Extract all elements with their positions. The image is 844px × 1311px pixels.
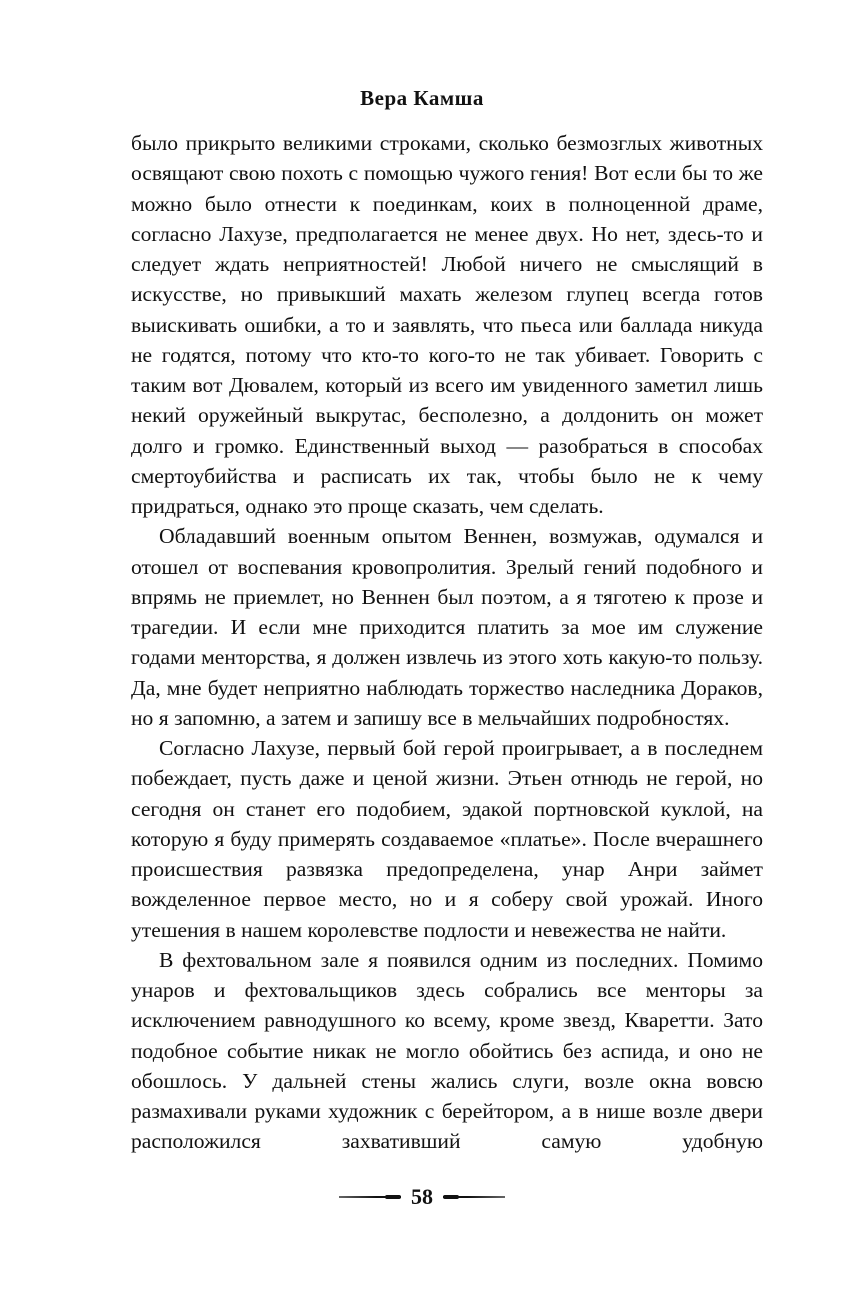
page-footer <box>0 1184 844 1210</box>
running-head-author: Вера Камша <box>360 86 484 110</box>
right-ornament-rule <box>443 1196 505 1198</box>
paragraph-3: Согласно Лахузе, первый бой герой проигрывает, а в последнем побеждает, пусть даже и ценой жизни. Этьен отнюдь не герой, но сегодня он станет его подобием, эдакой портновской куклой, на которую я буду примерять создаваемое «платье». После вчерашнего происшествия развязка предопределена, унар Анри займет вожделенное первое место, но и я соберу свой урожай. Иного утешения в нашем королевстве подлости и невежества не найти. <box>131 736 763 942</box>
body-text <box>131 128 763 1157</box>
paragraph-2: Обладавший военным опытом Веннен, возмужав, одумался и отошел от воспевания кровопролития. Зрелый гений подобного и впрямь не приемлет, но Веннен был поэтом, а я тяготею к прозе и трагедии. И если мне приходится платить за мое им служение годами менторства, я должен извлечь из этого хоть какую-то пользу. Да, мне будет неприятно наблюдать торжество наследника Дораков, но я запомню, а затем и запишу все в мельчайших подробностях. <box>131 524 763 730</box>
paragraph-4: В фехтовальном зале я появился одним из последних. Помимо унаров и фехтовальщиков здесь собрались все менторы за исключением равнодушного ко всему, кроме звезд, Кваретти. Зато подобное событие никак не могло обойтись без аспида, и оно не обошлось. У дальней стены жались слуги, возле окна вовсю размахивали руками художник с берейтором, а в нише возле двери расположился захвативший самую удобную <box>131 947 763 1154</box>
paragraph-1: было прикрыто великими строками, сколько безмозглых животных освящают свою похоть с помощью чужого гения! Вот если бы то же можно было отнести к поединкам, коих в полноценной драме, согласно Лахузе, предполагается не менее двух. Но нет, здесь-то и следует ждать неприятностей! Любой ничего не смыслящий в искусстве, но привыкший махать железом глупец всегда готов выискивать ошибки, а то и заявлять, что пьеса или баллада никуда не годятся, потому что кто-то кого-то не так убивает. Говорить с таким вот Дювалем, который из всего им увиденного заметил лишь некий оружейный выкрутас, бесполезно, а долдонить он может долго и громко. Единственный выход — разобраться в способах смертоубийства и расписать их так, чтобы было не к чему придраться, однако это проще сказать, чем сделать. <box>131 131 763 518</box>
left-ornament-rule <box>339 1196 401 1198</box>
page-number: 58 <box>411 1184 433 1209</box>
